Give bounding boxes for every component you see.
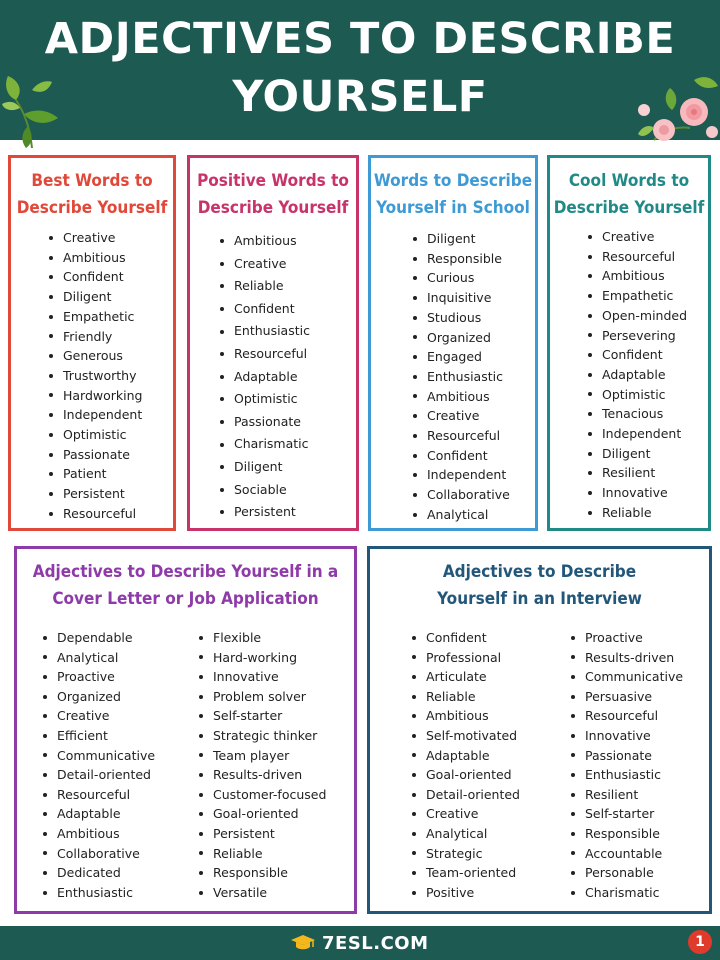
list-item: Charismatic — [571, 883, 683, 903]
list-item: Communicative — [571, 667, 683, 687]
list-item: Enthusiastic — [571, 765, 683, 785]
list-item: Empathetic — [49, 307, 143, 327]
list-item: Ambitious — [43, 824, 155, 844]
list-item: Confident — [413, 446, 510, 466]
list-item: Enthusiastic — [43, 883, 155, 903]
box-heading-line: Describe Yourself — [16, 198, 168, 218]
list-item: Results-driven — [571, 648, 683, 668]
list-item: Innovative — [571, 726, 683, 746]
list-item: Enthusiastic — [413, 367, 510, 387]
list-item: Creative — [49, 228, 143, 248]
list-item: Reliable — [588, 503, 687, 523]
list-item: Goal-oriented — [412, 765, 520, 785]
list-item: Optimistic — [220, 388, 310, 411]
list-item: Resourceful — [413, 426, 510, 446]
list-item: Resourceful — [588, 247, 687, 267]
list-item: Tenacious — [588, 404, 687, 424]
list-item: Versatile — [199, 883, 326, 903]
list-item: Independent — [49, 405, 143, 425]
graduation-cap-icon — [290, 934, 316, 952]
list-item: Dedicated — [43, 863, 155, 883]
list-item: Creative — [588, 227, 687, 247]
list-item: Reliable — [199, 844, 326, 864]
list-item: Resourceful — [49, 504, 143, 524]
list-item: Collaborative — [43, 844, 155, 864]
list-item: Confident — [588, 345, 687, 365]
list-item: Passionate — [49, 445, 143, 465]
list-item: Persevering — [588, 326, 687, 346]
box-heading-line: Cover Letter or Job Application — [52, 589, 319, 609]
box-heading-line: Positive Words to — [197, 171, 349, 191]
list-item: Organized — [43, 687, 155, 707]
list-item: Ambitious — [220, 230, 310, 253]
list-item: Passionate — [220, 411, 310, 434]
list-item: Hardworking — [49, 386, 143, 406]
list-item: Efficient — [43, 726, 155, 746]
list-item: Professional — [412, 648, 520, 668]
word-list — [413, 229, 510, 525]
word-list — [571, 628, 683, 902]
list-item: Reliable — [220, 275, 310, 298]
cover-letter-box — [14, 546, 357, 914]
list-item: Open-minded — [588, 306, 687, 326]
list-item: Adaptable — [43, 804, 155, 824]
list-item: Ambitious — [412, 706, 520, 726]
list-item: Resourceful — [571, 706, 683, 726]
list-item: Empathetic — [588, 286, 687, 306]
list-item: Innovative — [199, 667, 326, 687]
list-item: Customer-focused — [199, 785, 326, 805]
page-number-badge: 1 — [688, 930, 712, 954]
box-heading-line: Best Words to — [31, 171, 153, 191]
list-item: Detail-oriented — [412, 785, 520, 805]
list-item: Reliable — [412, 687, 520, 707]
cool-words-box — [547, 155, 711, 531]
list-item: Responsible — [571, 824, 683, 844]
list-item: Positive — [412, 883, 520, 903]
list-item: Ambitious — [413, 387, 510, 407]
title-line-2: YOURSELF — [232, 72, 488, 122]
word-list — [43, 628, 155, 902]
box-heading-line: Words to Describe — [373, 171, 533, 191]
list-item: Adaptable — [588, 365, 687, 385]
list-item: Sociable — [220, 479, 310, 502]
school-words-box — [368, 155, 538, 531]
list-item: Self-motivated — [412, 726, 520, 746]
box-heading — [550, 168, 708, 222]
list-item: Responsible — [413, 249, 510, 269]
list-item: Resilient — [571, 785, 683, 805]
word-list — [220, 230, 310, 524]
list-item: Diligent — [588, 444, 687, 464]
list-item: Resilient — [588, 463, 687, 483]
list-item: Goal-oriented — [199, 804, 326, 824]
list-item: Generous — [49, 346, 143, 366]
list-item: Creative — [220, 253, 310, 276]
list-item: Problem solver — [199, 687, 326, 707]
list-item: Analytical — [412, 824, 520, 844]
list-item: Responsible — [199, 863, 326, 883]
list-item: Accountable — [571, 844, 683, 864]
list-item: Passionate — [571, 746, 683, 766]
list-item: Resourceful — [43, 785, 155, 805]
logo-text: 7ESL.COM — [322, 932, 429, 954]
list-item: Organized — [413, 328, 510, 348]
box-heading — [11, 168, 173, 222]
list-item: Independent — [413, 465, 510, 485]
title-line-1: ADJECTIVES TO DESCRIBE — [44, 14, 676, 64]
box-heading-line: Yourself in an Interview — [437, 589, 642, 609]
box-heading — [371, 168, 535, 222]
list-item: Ambitious — [588, 266, 687, 286]
box-heading — [190, 168, 356, 222]
list-item: Dependable — [43, 628, 155, 648]
list-item: Team-oriented — [412, 863, 520, 883]
box-heading-line: Cool Words to — [568, 171, 690, 191]
list-item: Persistent — [199, 824, 326, 844]
list-item: Persuasive — [571, 687, 683, 707]
list-item: Enthusiastic — [220, 320, 310, 343]
positive-words-box — [187, 155, 359, 531]
list-item: Adaptable — [220, 366, 310, 389]
list-item: Confident — [220, 298, 310, 321]
list-item: Strategic thinker — [199, 726, 326, 746]
list-item: Strategic — [412, 844, 520, 864]
list-item: Articulate — [412, 667, 520, 687]
list-item: Collaborative — [413, 485, 510, 505]
list-item: Flexible — [199, 628, 326, 648]
list-item: Optimistic — [49, 425, 143, 445]
list-item: Creative — [43, 706, 155, 726]
list-item: Diligent — [220, 456, 310, 479]
list-item: Creative — [412, 804, 520, 824]
list-item: Persistent — [220, 501, 310, 524]
list-item: Innovative — [588, 483, 687, 503]
list-item: Team player — [199, 746, 326, 766]
list-item: Optimistic — [588, 385, 687, 405]
list-item: Creative — [413, 406, 510, 426]
list-item: Diligent — [49, 287, 143, 307]
list-item: Engaged — [413, 347, 510, 367]
list-item: Ambitious — [49, 248, 143, 268]
list-item: Proactive — [571, 628, 683, 648]
word-list — [412, 628, 520, 902]
box-heading-line: Describe Yourself — [197, 198, 349, 218]
word-list — [199, 628, 326, 902]
list-item: Trustworthy — [49, 366, 143, 386]
box-heading-line: Describe Yourself — [553, 198, 705, 218]
list-item: Confident — [49, 267, 143, 287]
list-item: Analytical — [413, 505, 510, 525]
best-words-box — [8, 155, 176, 531]
list-item: Diligent — [413, 229, 510, 249]
box-heading — [370, 559, 709, 613]
box-heading-line: Adjectives to Describe — [442, 562, 637, 582]
list-item: Analytical — [43, 648, 155, 668]
list-item: Personable — [571, 863, 683, 883]
box-heading — [17, 559, 354, 613]
list-item: Resourceful — [220, 343, 310, 366]
list-item: Charismatic — [220, 433, 310, 456]
list-item: Studious — [413, 308, 510, 328]
list-item: Self-starter — [199, 706, 326, 726]
list-item: Proactive — [43, 667, 155, 687]
list-item: Curious — [413, 268, 510, 288]
page-title — [0, 10, 720, 126]
list-item: Inquisitive — [413, 288, 510, 308]
box-heading-line: Adjectives to Describe Yourself in a — [32, 562, 339, 582]
list-item: Self-starter — [571, 804, 683, 824]
list-item: Results-driven — [199, 765, 326, 785]
list-item: Adaptable — [412, 746, 520, 766]
word-list — [49, 228, 143, 524]
list-item: Persistent — [49, 484, 143, 504]
interview-box — [367, 546, 712, 914]
list-item: Detail-oriented — [43, 765, 155, 785]
list-item: Hard-working — [199, 648, 326, 668]
list-item: Patient — [49, 464, 143, 484]
site-logo[interactable] — [290, 932, 429, 954]
list-item: Independent — [588, 424, 687, 444]
word-list — [588, 227, 687, 523]
list-item: Confident — [412, 628, 520, 648]
list-item: Friendly — [49, 327, 143, 347]
list-item: Communicative — [43, 746, 155, 766]
box-heading-line: Yourself in School — [376, 198, 530, 218]
